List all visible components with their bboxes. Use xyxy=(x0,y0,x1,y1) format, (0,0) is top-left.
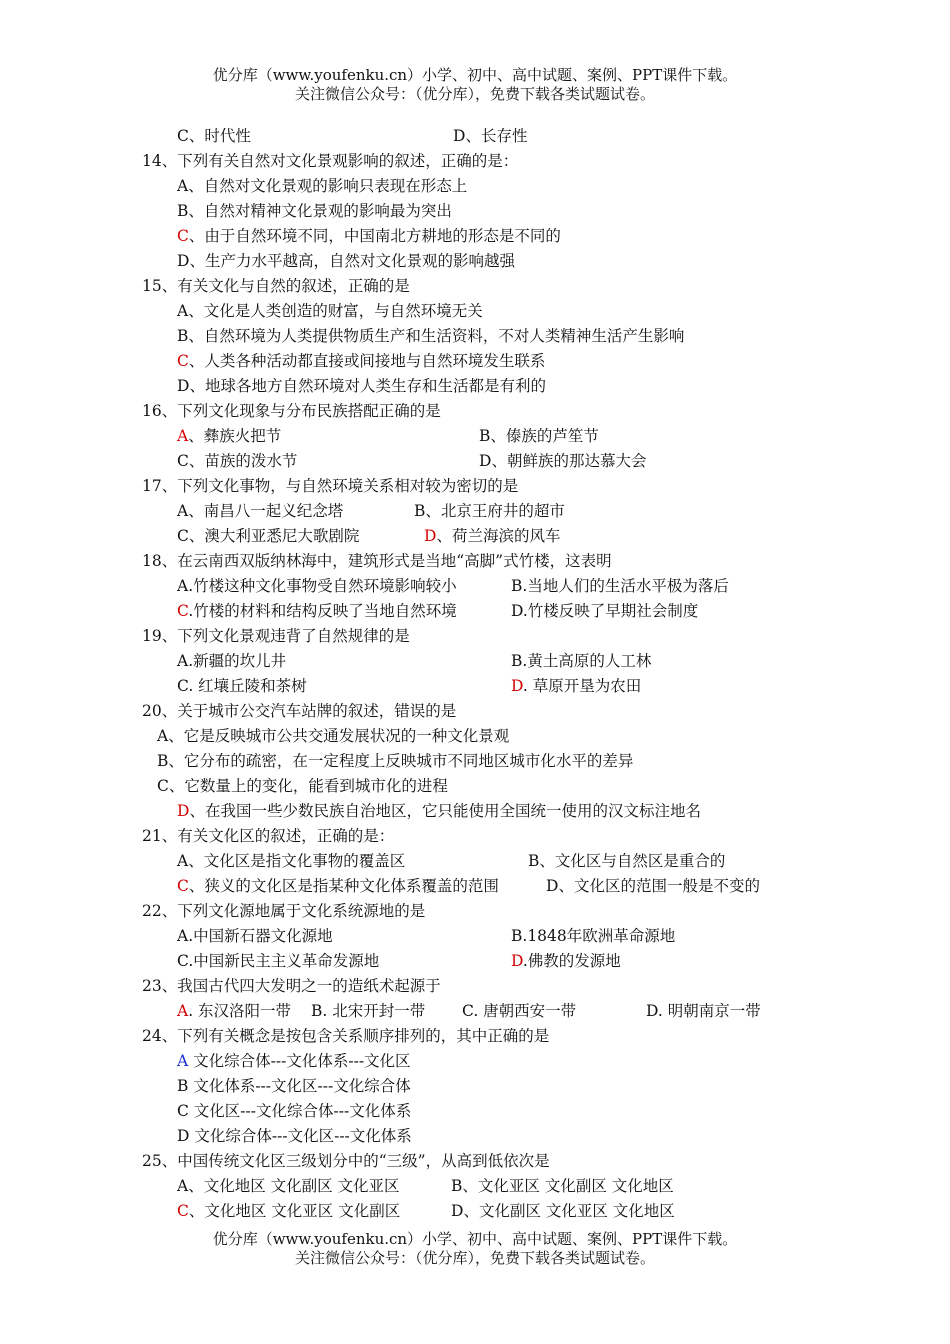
option-text: 、文化地区 文化副区 文化亚区 xyxy=(188,1177,400,1195)
option-text: 、它数量上的变化，能看到城市化的进程 xyxy=(168,777,448,795)
option-text: 、南昌八一起义纪念塔 xyxy=(188,502,344,520)
header-line-1: 优分库（www.youfenku.cn）小学、初中、高中试题、案例、PPT课件下载。 xyxy=(212,66,738,84)
q22-option-c xyxy=(177,951,379,971)
q18-stem: 18、在云南西双版纳林海中，建筑形式是当地“高脚”式竹楼，这表明 xyxy=(142,552,612,570)
option-text: .新疆的坎儿井 xyxy=(188,652,287,670)
option-text: 、自然对文化景观的影响只表现在形态上 xyxy=(188,177,468,195)
answer-letter: A xyxy=(177,1002,189,1020)
answer-letter: D xyxy=(511,952,523,970)
option-letter: D xyxy=(453,127,466,145)
option-text: . 红壤丘陵和茶树 xyxy=(188,677,307,695)
q17-option-c xyxy=(177,526,359,546)
option-letter: B xyxy=(511,927,523,945)
option-text: . 草原开垦为农田 xyxy=(522,677,642,695)
option-text: 文化区---文化综合体---文化体系 xyxy=(188,1102,412,1120)
option-text: 、文化是人类创造的财富，与自然环境无关 xyxy=(188,302,483,320)
option-text: 文化综合体---文化体系---文化区 xyxy=(188,1052,411,1070)
option-text: 、由于自然环境不同，中国南北方耕地的形态是不同的 xyxy=(188,227,561,245)
option-text: . 明朝南京一带 xyxy=(657,1002,761,1020)
q16-option-d xyxy=(479,451,646,471)
answer-letter: C xyxy=(177,877,189,895)
option-letter: B xyxy=(177,1077,189,1095)
q23-option-c xyxy=(462,1001,576,1021)
q16-option-a xyxy=(177,426,281,446)
option-text: 、人类各种活动都直接或间接地与自然环境发生联系 xyxy=(188,352,546,370)
option-letter: B xyxy=(177,327,189,345)
q25-option-a xyxy=(177,1176,400,1196)
option-text: 、自然对精神文化景观的影响最为突出 xyxy=(188,202,452,220)
page-header xyxy=(0,66,950,104)
option-letter: C xyxy=(177,127,189,145)
q23-option-b xyxy=(311,1001,425,1021)
option-letter: A xyxy=(177,1177,189,1195)
option-letter: C xyxy=(462,1002,474,1020)
option-text: 、狭义的文化区是指某种文化体系覆盖的范围 xyxy=(188,877,499,895)
answer-letter: D xyxy=(424,527,437,545)
option-letter: D xyxy=(546,877,559,895)
option-letter: B xyxy=(451,1177,463,1195)
q23-option-d xyxy=(646,1001,761,1021)
option-letter: D xyxy=(646,1002,658,1020)
q25-option-d xyxy=(451,1201,675,1221)
q22-option-b xyxy=(511,926,675,946)
option-text: .1848年欧洲革命源地 xyxy=(522,927,676,945)
option-text: 、长存性 xyxy=(465,127,528,145)
option-letter: D xyxy=(511,602,523,620)
option-letter: B xyxy=(511,577,523,595)
q15-option-b xyxy=(177,326,684,346)
option-text: 、它是反映城市公共交通发展状况的一种文化景观 xyxy=(168,727,510,745)
option-text: 、彝族火把节 xyxy=(188,427,282,445)
option-text: 、自然环境为人类提供物质生产和生活资料，不对人类精神生活产生影响 xyxy=(188,327,685,345)
answer-letter: D xyxy=(177,802,190,820)
option-letter: D xyxy=(177,1127,190,1145)
q19-option-d xyxy=(511,676,641,696)
option-letter: B xyxy=(479,427,491,445)
q18-option-b xyxy=(511,576,729,596)
option-text: 、朝鲜族的那达慕大会 xyxy=(491,452,647,470)
q21-option-b xyxy=(528,851,725,871)
answer-letter: C xyxy=(177,1202,189,1220)
q17-option-d xyxy=(424,526,560,546)
answer-letter: D xyxy=(511,677,523,695)
option-letter: A xyxy=(177,577,189,595)
q16-option-c xyxy=(177,451,297,471)
q24-option-d xyxy=(177,1126,412,1146)
option-letter: B xyxy=(511,652,523,670)
option-text: 、傣族的芦笙节 xyxy=(490,427,599,445)
option-letter: A xyxy=(177,302,189,320)
option-text: .竹楼这种文化事物受自然环境影响较小 xyxy=(188,577,457,595)
q21-option-a xyxy=(177,851,405,871)
q17-stem: 17、下列文化事物，与自然环境关系相对较为密切的是 xyxy=(142,477,519,495)
option-letter: D xyxy=(479,452,492,470)
option-letter: B xyxy=(528,852,540,870)
q25-stem: 25、中国传统文化区三级划分中的“三级”，从高到低依次是 xyxy=(142,1152,550,1170)
page-footer xyxy=(0,1230,950,1268)
option-letter: D xyxy=(177,377,190,395)
option-letter: C xyxy=(177,452,189,470)
q17-option-b xyxy=(414,501,565,521)
option-text: 、文化区的范围一般是不变的 xyxy=(558,877,760,895)
q23-stem: 23、我国古代四大发明之一的造纸术起源于 xyxy=(142,977,441,995)
answer-letter: A xyxy=(177,427,189,445)
q14-stem: 14、下列有关自然对文化景观影响的叙述，正确的是： xyxy=(142,152,519,170)
option-text: 、文化区与自然区是重合的 xyxy=(539,852,726,870)
option-text: 、荷兰海滨的风车 xyxy=(436,527,561,545)
q18-option-a xyxy=(177,576,457,596)
q15-option-d xyxy=(177,376,546,396)
q20-option-d xyxy=(177,801,701,821)
q16-stem: 16、下列文化现象与分布民族搭配正确的是 xyxy=(142,402,441,420)
q25-option-b xyxy=(451,1176,674,1196)
option-letter: A xyxy=(177,927,189,945)
q14-option-a xyxy=(177,176,467,196)
q24-stem: 24、下列有关概念是按包含关系顺序排列的，其中正确的是 xyxy=(142,1027,550,1045)
option-text: .竹楼的材料和结构反映了当地自然环境 xyxy=(188,602,457,620)
q23-option-a xyxy=(177,1001,291,1021)
option-text: 、生产力水平越高，自然对文化景观的影响越强 xyxy=(189,252,515,270)
q19-stem: 19、下列文化景观违背了自然规律的是 xyxy=(142,627,410,645)
q22-stem: 22、下列文化源地属于文化系统源地的是 xyxy=(142,902,426,920)
q20-option-c xyxy=(157,776,448,796)
option-letter: B xyxy=(414,502,426,520)
answer-letter: C xyxy=(177,227,189,245)
q18-option-d xyxy=(511,601,698,621)
option-text: 、地球各地方自然环境对人类生存和生活都是有利的 xyxy=(189,377,546,395)
q22-option-d xyxy=(511,951,621,971)
option-text: 文化体系---文化区---文化综合体 xyxy=(188,1077,411,1095)
footer-line-1: 优分库（www.youfenku.cn）小学、初中、高中试题、案例、PPT课件下载。 xyxy=(212,1230,738,1248)
answer-letter: C xyxy=(177,352,189,370)
option-letter: C xyxy=(157,777,169,795)
option-text: .竹楼反映了早期社会制度 xyxy=(522,602,699,620)
option-text: 、文化区是指文化事物的覆盖区 xyxy=(188,852,406,870)
q24-option-a xyxy=(177,1051,411,1071)
q21-option-c xyxy=(177,876,499,896)
option-text: .中国新民主主义革命发源地 xyxy=(188,952,380,970)
option-letter: D xyxy=(451,1202,464,1220)
option-text: . 唐朝西安一带 xyxy=(473,1002,577,1020)
q22-option-a xyxy=(177,926,333,946)
option-letter: A xyxy=(177,177,189,195)
option-letter: A xyxy=(157,727,169,745)
answer-letter: C xyxy=(177,602,189,620)
option-letter: C xyxy=(177,952,189,970)
answer-letter: A xyxy=(177,1052,189,1070)
q20-stem: 20、关于城市公交汽车站牌的叙述，错误的是 xyxy=(142,702,457,720)
q14-option-c xyxy=(177,226,561,246)
option-letter: C xyxy=(177,677,189,695)
option-text: . 北宋开封一带 xyxy=(322,1002,426,1020)
q14-option-b xyxy=(177,201,452,221)
option-letter: B xyxy=(177,202,189,220)
q17-option-a xyxy=(177,501,343,521)
option-text: 、北京王府井的超市 xyxy=(425,502,565,520)
q19-option-b xyxy=(511,651,651,671)
option-letter: D xyxy=(177,252,190,270)
option-text: .当地人们的生活水平极为落后 xyxy=(522,577,729,595)
q15-option-c xyxy=(177,351,545,371)
q18-option-c xyxy=(177,601,457,621)
q20-option-b xyxy=(157,751,633,771)
q24-option-b xyxy=(177,1076,411,1096)
option-text: . 东汉洛阳一带 xyxy=(188,1002,292,1020)
option-text: .中国新石器文化源地 xyxy=(188,927,333,945)
q25-option-c xyxy=(177,1201,400,1221)
q19-option-c xyxy=(177,676,307,696)
q15-option-a xyxy=(177,301,483,321)
option-text: 、它分布的疏密，在一定程度上反映城市不同地区城市化水平的差异 xyxy=(168,752,634,770)
option-text: .佛教的发源地 xyxy=(522,952,621,970)
option-text: 文化综合体---文化区---文化体系 xyxy=(189,1127,412,1145)
option-letter: A xyxy=(177,502,189,520)
option-letter: C xyxy=(177,1102,189,1120)
option-letter: B xyxy=(157,752,169,770)
q13-option-c xyxy=(177,126,251,146)
option-text: .黄土高原的人工林 xyxy=(522,652,652,670)
q15-stem: 15、有关文化与自然的叙述，正确的是 xyxy=(142,277,410,295)
q20-option-a xyxy=(157,726,509,746)
q14-option-d xyxy=(177,251,515,271)
option-text: 、在我国一些少数民族自治地区，它只能使用全国统一使用的汉文标注地名 xyxy=(189,802,701,820)
option-text: 、时代性 xyxy=(188,127,251,145)
option-text: 、文化亚区 文化副区 文化地区 xyxy=(462,1177,674,1195)
q21-stem: 21、有关文化区的叙述，正确的是： xyxy=(142,827,395,845)
option-text: 、文化地区 文化亚区 文化副区 xyxy=(188,1202,401,1220)
q13-option-d xyxy=(453,126,527,146)
q19-option-a xyxy=(177,651,286,671)
option-letter: C xyxy=(177,527,189,545)
q24-option-c xyxy=(177,1101,411,1121)
option-letter: A xyxy=(177,652,189,670)
option-text: 、文化副区 文化亚区 文化地区 xyxy=(463,1202,675,1220)
q16-option-b xyxy=(479,426,599,446)
option-letter: B xyxy=(311,1002,323,1020)
q21-option-d xyxy=(546,876,760,896)
footer-line-2: 关注微信公众号：（优分库），免费下载各类试题试卷。 xyxy=(294,1249,655,1267)
option-text: 、澳大利亚悉尼大歌剧院 xyxy=(188,527,360,545)
header-line-2: 关注微信公众号：（优分库），免费下载各类试题试卷。 xyxy=(294,85,655,103)
option-letter: A xyxy=(177,852,189,870)
option-text: 、苗族的泼水节 xyxy=(188,452,298,470)
